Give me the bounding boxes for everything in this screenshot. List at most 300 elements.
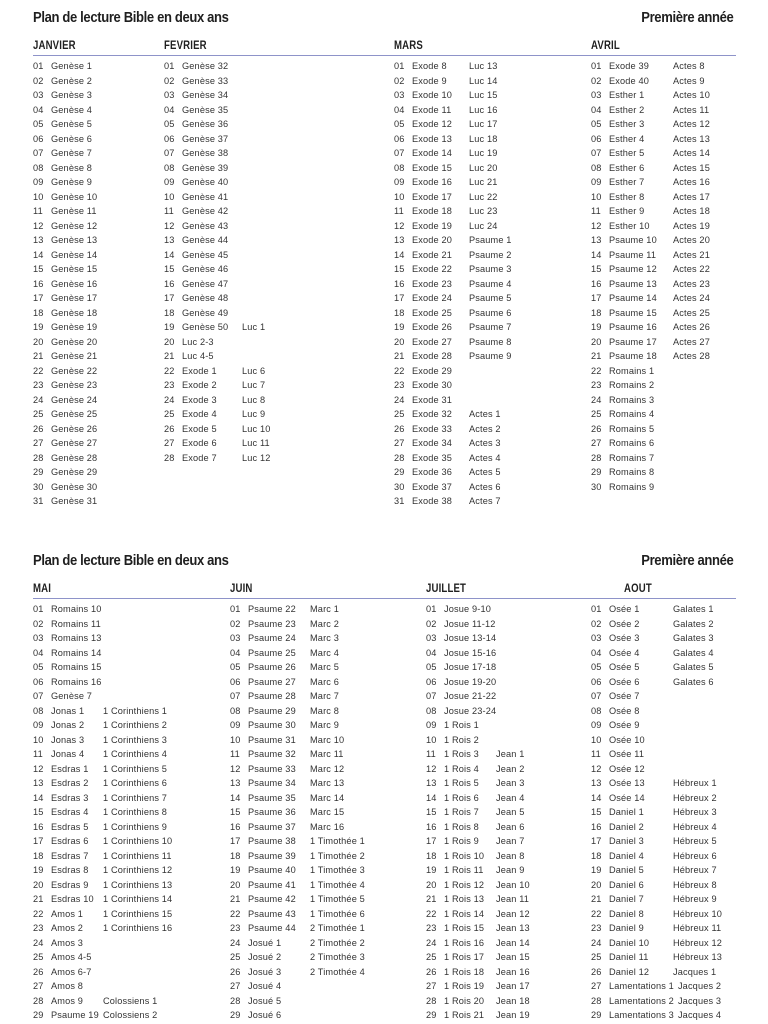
reading-primary: Genèse 40 bbox=[182, 177, 229, 187]
reading-secondary: Psaume 2 bbox=[469, 249, 512, 260]
day-number: 23 bbox=[230, 923, 241, 933]
day-row bbox=[33, 364, 97, 379]
day-row bbox=[394, 436, 512, 451]
day-number: 21 bbox=[164, 351, 175, 361]
day-number: 11 bbox=[394, 206, 404, 216]
reading-secondary: Jacques 2 bbox=[677, 981, 722, 991]
day-number: 18 bbox=[230, 850, 241, 861]
reading-secondary: Actes 20 bbox=[673, 235, 710, 245]
reading-secondary: Actes 22 bbox=[673, 264, 710, 274]
day-number: 14 bbox=[426, 792, 437, 803]
day-row bbox=[33, 335, 97, 350]
day-row bbox=[591, 219, 710, 234]
day-row bbox=[394, 88, 512, 103]
reading-primary: Esdras 10 bbox=[51, 894, 94, 904]
reading-plan-page-2 bbox=[0, 553, 768, 1024]
day-row bbox=[591, 602, 722, 617]
day-number: 07 bbox=[33, 148, 44, 158]
day-row bbox=[394, 349, 512, 364]
reading-secondary: Marc 10 bbox=[310, 734, 345, 745]
reading-secondary: Galates 2 bbox=[673, 618, 714, 629]
day-number: 27 bbox=[33, 981, 44, 991]
day-row bbox=[591, 407, 710, 422]
day-number: 12 bbox=[33, 763, 44, 774]
reading-primary: Esdras 7 bbox=[51, 850, 89, 861]
day-row bbox=[164, 88, 271, 103]
month-header-mars: MARS bbox=[394, 38, 423, 52]
day-row bbox=[394, 465, 512, 480]
day-row bbox=[591, 704, 722, 719]
reading-secondary: 1 Corinthiens 14 bbox=[103, 894, 173, 904]
day-number: 17 bbox=[164, 293, 175, 303]
reading-secondary: Hébreux 3 bbox=[673, 807, 717, 817]
day-row bbox=[164, 204, 271, 219]
reading-primary: Genèse 43 bbox=[182, 220, 229, 231]
month-column-juillet bbox=[426, 602, 530, 1023]
month-column-janvier bbox=[33, 59, 97, 509]
reading-secondary: Actes 14 bbox=[673, 148, 710, 158]
day-row bbox=[230, 733, 365, 748]
page-title: Plan de lecture Bible en deux ans bbox=[33, 553, 229, 569]
reading-secondary: Galates 1 bbox=[673, 604, 714, 614]
day-number: 15 bbox=[230, 807, 241, 817]
day-row bbox=[164, 291, 271, 306]
reading-primary: Daniel 7 bbox=[609, 894, 644, 904]
day-number: 11 bbox=[591, 749, 601, 759]
month-header-juillet: JUILLET bbox=[426, 581, 467, 595]
page-year: Première année bbox=[640, 553, 733, 569]
reading-secondary: Hébreux 8 bbox=[673, 879, 717, 890]
reading-primary: Osée 12 bbox=[609, 763, 645, 774]
reading-primary: Exode 10 bbox=[412, 90, 453, 100]
reading-secondary: Jacques 3 bbox=[677, 995, 722, 1006]
day-number: 21 bbox=[394, 351, 405, 361]
reading-primary: Esdras 6 bbox=[51, 836, 89, 846]
reading-secondary: 1 Timothée 4 bbox=[310, 879, 365, 890]
reading-primary: Genèse 32 bbox=[182, 61, 229, 71]
day-number: 28 bbox=[394, 452, 405, 463]
reading-primary: Genèse 1 bbox=[51, 61, 93, 71]
day-number: 27 bbox=[591, 438, 602, 448]
reading-secondary: Galates 5 bbox=[673, 662, 714, 672]
day-row bbox=[33, 950, 172, 965]
reading-secondary: 1 Corinthiens 7 bbox=[103, 792, 168, 803]
reading-primary: Osée 13 bbox=[609, 778, 645, 788]
day-number: 17 bbox=[394, 293, 405, 303]
day-row bbox=[426, 820, 530, 835]
reading-secondary: Jean 16 bbox=[496, 966, 530, 977]
reading-primary: Daniel 4 bbox=[609, 850, 644, 861]
day-row bbox=[230, 820, 365, 835]
reading-primary: Genèse 13 bbox=[51, 235, 98, 245]
reading-primary: Jonas 2 bbox=[51, 720, 85, 730]
reading-primary: 1 Rois 3 bbox=[444, 749, 479, 759]
day-number: 11 bbox=[230, 749, 240, 759]
reading-secondary: Actes 3 bbox=[469, 438, 501, 448]
day-row bbox=[426, 805, 530, 820]
day-row bbox=[230, 602, 365, 617]
month-header-juin: JUIN bbox=[230, 581, 253, 595]
day-number: 05 bbox=[230, 662, 241, 672]
day-row bbox=[394, 248, 512, 263]
day-row bbox=[394, 364, 512, 379]
day-row bbox=[230, 718, 365, 733]
reading-primary: Josué 5 bbox=[248, 995, 282, 1006]
header-divider bbox=[33, 55, 736, 56]
reading-secondary: 1 Corinthiens 13 bbox=[103, 879, 173, 890]
day-number: 06 bbox=[394, 133, 405, 144]
day-row bbox=[591, 834, 722, 849]
day-number: 24 bbox=[394, 394, 405, 405]
day-number: 08 bbox=[591, 705, 602, 716]
day-number: 25 bbox=[591, 409, 602, 419]
day-number: 05 bbox=[33, 119, 44, 129]
reading-secondary: Marc 13 bbox=[310, 778, 345, 788]
day-row bbox=[33, 805, 172, 820]
reading-primary: Esdras 4 bbox=[51, 807, 89, 817]
day-row bbox=[591, 994, 722, 1009]
day-row bbox=[164, 74, 271, 89]
day-row bbox=[33, 762, 172, 777]
day-row bbox=[230, 646, 365, 661]
reading-primary: Exode 21 bbox=[412, 249, 453, 260]
day-row bbox=[33, 733, 172, 748]
reading-primary: Genèse 17 bbox=[51, 293, 98, 303]
reading-primary: Esdras 2 bbox=[51, 778, 89, 788]
day-row bbox=[591, 465, 710, 480]
reading-secondary: 1 Corinthiens 12 bbox=[103, 865, 173, 875]
reading-primary: Genèse 12 bbox=[51, 220, 98, 231]
reading-primary: Genèse 38 bbox=[182, 148, 229, 158]
reading-primary: Genèse 10 bbox=[51, 191, 98, 202]
day-number: 25 bbox=[33, 952, 44, 962]
month-header-fevrier: FEVRIER bbox=[164, 38, 207, 52]
day-number: 15 bbox=[591, 264, 602, 274]
reading-primary: Exode 30 bbox=[412, 380, 453, 390]
reading-secondary: Actes 28 bbox=[673, 351, 710, 361]
reading-primary: Exode 29 bbox=[412, 365, 453, 376]
reading-primary: Osée 1 bbox=[609, 604, 640, 614]
day-row bbox=[33, 718, 172, 733]
reading-primary: Lamentations 2 bbox=[609, 995, 674, 1006]
day-row bbox=[426, 747, 530, 762]
day-number: 26 bbox=[33, 966, 44, 977]
day-number: 14 bbox=[33, 249, 44, 260]
reading-secondary: Jacques 4 bbox=[677, 1010, 722, 1020]
day-number: 29 bbox=[230, 1010, 241, 1020]
day-number: 16 bbox=[591, 821, 602, 832]
reading-secondary: Actes 26 bbox=[673, 322, 710, 332]
day-row bbox=[230, 1008, 365, 1023]
day-row bbox=[33, 248, 97, 263]
reading-primary: Exode 38 bbox=[412, 496, 453, 506]
day-row bbox=[394, 378, 512, 393]
day-row bbox=[33, 59, 97, 74]
day-number: 06 bbox=[426, 676, 437, 687]
day-number: 03 bbox=[591, 90, 602, 100]
day-row bbox=[33, 494, 97, 509]
day-row bbox=[33, 936, 172, 951]
day-row bbox=[591, 306, 710, 321]
reading-primary: Jonas 4 bbox=[51, 749, 85, 759]
day-row bbox=[33, 393, 97, 408]
day-number: 02 bbox=[426, 618, 437, 629]
reading-secondary: Luc 20 bbox=[469, 162, 498, 173]
day-row bbox=[33, 117, 97, 132]
reading-primary: Osée 2 bbox=[609, 618, 640, 629]
reading-primary: Jonas 1 bbox=[51, 705, 85, 716]
day-row bbox=[394, 407, 512, 422]
reading-secondary: Psaume 9 bbox=[469, 351, 512, 361]
day-number: 05 bbox=[591, 119, 602, 129]
reading-primary: Esther 9 bbox=[609, 206, 645, 216]
day-row bbox=[591, 747, 722, 762]
reading-primary: 1 Rois 2 bbox=[444, 734, 479, 745]
reading-secondary: Marc 7 bbox=[310, 691, 339, 701]
reading-secondary: Marc 5 bbox=[310, 662, 339, 672]
day-row bbox=[33, 320, 97, 335]
day-number: 12 bbox=[230, 763, 241, 774]
day-number: 08 bbox=[33, 705, 44, 716]
day-number: 14 bbox=[591, 792, 602, 803]
reading-primary: Psaume 38 bbox=[248, 836, 296, 846]
day-row bbox=[591, 204, 710, 219]
reading-primary: Genèse 48 bbox=[182, 293, 229, 303]
day-number: 04 bbox=[591, 647, 602, 658]
day-number: 24 bbox=[591, 394, 602, 405]
reading-primary: Psaume 37 bbox=[248, 821, 296, 832]
day-row bbox=[164, 422, 271, 437]
day-row bbox=[164, 306, 271, 321]
day-number: 27 bbox=[33, 438, 44, 448]
reading-primary: Romains 13 bbox=[51, 633, 102, 643]
reading-secondary: Actes 13 bbox=[673, 133, 710, 144]
reading-secondary: 1 Timothée 1 bbox=[310, 836, 365, 846]
day-number: 11 bbox=[164, 206, 174, 216]
reading-primary: Genèse 34 bbox=[182, 90, 229, 100]
day-number: 03 bbox=[426, 633, 437, 643]
day-number: 09 bbox=[591, 177, 602, 187]
month-column-mars bbox=[394, 59, 512, 509]
day-row bbox=[230, 834, 365, 849]
day-number: 18 bbox=[591, 307, 602, 318]
day-number: 18 bbox=[33, 850, 44, 861]
reading-secondary: Psaume 3 bbox=[469, 264, 512, 274]
day-row bbox=[394, 132, 512, 147]
day-row bbox=[33, 132, 97, 147]
day-number: 29 bbox=[394, 467, 405, 477]
day-row bbox=[33, 646, 172, 661]
day-row bbox=[33, 834, 172, 849]
day-number: 21 bbox=[591, 894, 602, 904]
day-row bbox=[230, 994, 365, 1009]
day-number: 22 bbox=[591, 908, 602, 919]
reading-primary: Luc 2-3 bbox=[182, 336, 214, 347]
day-row bbox=[426, 979, 530, 994]
day-number: 20 bbox=[33, 879, 44, 890]
reading-primary: Genèse 16 bbox=[51, 278, 98, 289]
reading-primary: Psaume 32 bbox=[248, 749, 296, 759]
reading-secondary: Actes 9 bbox=[673, 75, 705, 86]
reading-primary: Daniel 8 bbox=[609, 908, 644, 919]
day-number: 04 bbox=[33, 104, 44, 115]
day-number: 19 bbox=[33, 865, 44, 875]
reading-secondary: Luc 13 bbox=[469, 61, 498, 71]
reading-primary: Genèse 8 bbox=[51, 162, 93, 173]
day-row bbox=[394, 494, 512, 509]
day-number: 02 bbox=[164, 75, 175, 86]
reading-secondary: Actes 2 bbox=[469, 423, 501, 434]
day-row bbox=[394, 320, 512, 335]
reading-primary: Genèse 37 bbox=[182, 133, 229, 144]
day-row bbox=[591, 921, 722, 936]
day-row bbox=[164, 248, 271, 263]
day-number: 28 bbox=[33, 995, 44, 1006]
reading-secondary: Actes 27 bbox=[673, 336, 710, 347]
reading-secondary: Marc 6 bbox=[310, 676, 339, 687]
day-row bbox=[591, 248, 710, 263]
day-number: 06 bbox=[230, 676, 241, 687]
day-number: 23 bbox=[33, 923, 44, 933]
day-row bbox=[591, 791, 722, 806]
reading-secondary: 1 Corinthiens 2 bbox=[103, 720, 168, 730]
day-number: 28 bbox=[164, 452, 175, 463]
day-number: 18 bbox=[164, 307, 175, 318]
day-number: 04 bbox=[33, 647, 44, 658]
day-row bbox=[33, 88, 97, 103]
day-row bbox=[33, 704, 172, 719]
day-number: 15 bbox=[164, 264, 175, 274]
reading-primary: Exode 28 bbox=[412, 351, 453, 361]
reading-primary: Daniel 1 bbox=[609, 807, 644, 817]
day-number: 10 bbox=[33, 191, 44, 202]
reading-secondary: Luc 14 bbox=[469, 75, 498, 86]
reading-secondary: Luc 16 bbox=[469, 104, 498, 115]
day-number: 11 bbox=[33, 749, 43, 759]
day-row bbox=[394, 204, 512, 219]
reading-secondary: Hébreux 6 bbox=[673, 850, 717, 861]
reading-secondary: 1 Corinthiens 6 bbox=[103, 778, 168, 788]
day-row bbox=[591, 776, 722, 791]
reading-primary: Daniel 9 bbox=[609, 923, 644, 933]
reading-secondary: Actes 11 bbox=[673, 104, 710, 115]
day-row bbox=[591, 335, 710, 350]
reading-primary: 1 Rois 5 bbox=[444, 778, 479, 788]
reading-primary: Esther 1 bbox=[609, 90, 645, 100]
reading-primary: Psaume 28 bbox=[248, 691, 296, 701]
month-header-mai: MAI bbox=[33, 581, 52, 595]
day-number: 17 bbox=[426, 836, 437, 846]
day-row bbox=[591, 762, 722, 777]
reading-secondary: Actes 7 bbox=[469, 496, 501, 506]
reading-primary: Romains 8 bbox=[609, 467, 655, 477]
reading-secondary: Luc 10 bbox=[242, 423, 271, 434]
day-row bbox=[394, 277, 512, 292]
reading-primary: Esther 6 bbox=[609, 162, 645, 173]
reading-secondary: Actes 5 bbox=[469, 467, 501, 477]
day-number: 28 bbox=[591, 995, 602, 1006]
day-row bbox=[33, 994, 172, 1009]
day-row bbox=[33, 863, 172, 878]
day-row bbox=[33, 747, 172, 762]
reading-secondary: Marc 8 bbox=[310, 705, 339, 716]
reading-primary: Psaume 27 bbox=[248, 676, 296, 687]
reading-primary: Genèse 30 bbox=[51, 481, 98, 492]
day-number: 03 bbox=[164, 90, 175, 100]
reading-primary: 1 Rois 13 bbox=[444, 894, 485, 904]
reading-primary: Romains 4 bbox=[609, 409, 655, 419]
day-number: 04 bbox=[591, 104, 602, 115]
day-row bbox=[33, 878, 172, 893]
reading-secondary: Actes 12 bbox=[673, 119, 710, 129]
reading-primary: 1 Rois 17 bbox=[444, 952, 485, 962]
day-number: 26 bbox=[591, 966, 602, 977]
day-number: 19 bbox=[33, 322, 44, 332]
day-row bbox=[230, 936, 365, 951]
day-number: 25 bbox=[591, 952, 602, 962]
reading-primary: Exode 4 bbox=[182, 409, 217, 419]
reading-primary: 1 Rois 1 bbox=[444, 720, 479, 730]
reading-primary: Josue 11-12 bbox=[444, 618, 496, 629]
reading-primary: Exode 13 bbox=[412, 133, 453, 144]
day-number: 09 bbox=[591, 720, 602, 730]
day-number: 10 bbox=[426, 734, 437, 745]
day-number: 24 bbox=[33, 394, 44, 405]
day-number: 27 bbox=[394, 438, 405, 448]
reading-secondary: Jean 7 bbox=[496, 836, 525, 846]
day-number: 26 bbox=[426, 966, 437, 977]
day-number: 19 bbox=[591, 865, 602, 875]
day-number: 05 bbox=[426, 662, 437, 672]
day-number: 18 bbox=[591, 850, 602, 861]
day-row bbox=[230, 791, 365, 806]
day-row bbox=[230, 660, 365, 675]
day-number: 02 bbox=[591, 618, 602, 629]
reading-secondary: Actes 15 bbox=[673, 162, 710, 173]
reading-primary: 1 Rois 18 bbox=[444, 966, 485, 977]
day-row bbox=[394, 233, 512, 248]
day-row bbox=[394, 161, 512, 176]
reading-primary: Genèse 49 bbox=[182, 307, 229, 318]
reading-secondary: Hébreux 10 bbox=[673, 908, 722, 919]
reading-primary: Josué 2 bbox=[248, 952, 282, 962]
day-row bbox=[230, 863, 365, 878]
day-number: 16 bbox=[33, 821, 44, 832]
reading-primary: Esdras 9 bbox=[51, 879, 89, 890]
day-row bbox=[591, 393, 710, 408]
day-row bbox=[33, 422, 97, 437]
day-row bbox=[164, 335, 271, 350]
reading-primary: Exode 23 bbox=[412, 278, 453, 289]
reading-primary: 1 Rois 10 bbox=[444, 850, 485, 861]
reading-primary: Genèse 42 bbox=[182, 206, 229, 216]
day-row bbox=[426, 718, 530, 733]
day-row bbox=[33, 161, 97, 176]
day-number: 26 bbox=[394, 423, 405, 434]
reading-primary: Exode 8 bbox=[412, 61, 447, 71]
day-row bbox=[591, 689, 722, 704]
reading-primary: Esther 10 bbox=[609, 220, 650, 231]
day-row bbox=[33, 378, 97, 393]
day-number: 24 bbox=[33, 937, 44, 948]
reading-primary: Romains 10 bbox=[51, 604, 102, 614]
day-number: 19 bbox=[394, 322, 405, 332]
reading-secondary: Luc 15 bbox=[469, 90, 498, 100]
day-number: 13 bbox=[591, 235, 602, 245]
day-number: 19 bbox=[426, 865, 437, 875]
reading-secondary: Luc 24 bbox=[469, 220, 498, 231]
day-number: 19 bbox=[591, 322, 602, 332]
